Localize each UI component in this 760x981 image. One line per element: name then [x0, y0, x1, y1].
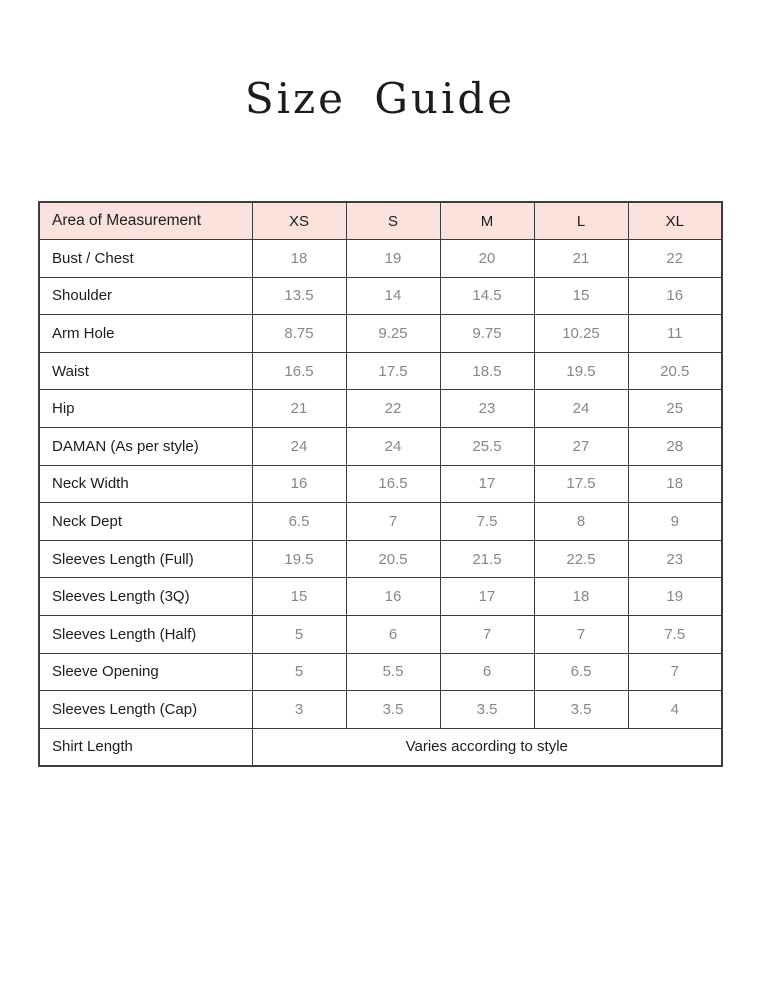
row-value: 3.5 — [346, 691, 440, 729]
table-row — [39, 465, 722, 503]
row-label: Sleeves Length (Half) — [39, 616, 252, 654]
table-row — [39, 691, 722, 729]
row-value: 19 — [346, 240, 440, 278]
column-header-xs: XS — [252, 202, 346, 240]
row-value: 11 — [628, 315, 722, 353]
table-row — [39, 578, 722, 616]
row-value: 7.5 — [628, 616, 722, 654]
row-label: Shoulder — [39, 277, 252, 315]
row-value: 7 — [440, 616, 534, 654]
row-value: 16.5 — [346, 465, 440, 503]
row-value: 28 — [628, 428, 722, 466]
row-value: 18 — [628, 465, 722, 503]
table-row — [39, 503, 722, 541]
row-value: 13.5 — [252, 277, 346, 315]
row-value: 9 — [628, 503, 722, 541]
row-value: 17.5 — [534, 465, 628, 503]
row-value: 18 — [534, 578, 628, 616]
row-value: 6 — [440, 653, 534, 691]
row-value: 24 — [252, 428, 346, 466]
row-value: 4 — [628, 691, 722, 729]
row-label: Arm Hole — [39, 315, 252, 353]
table-row — [39, 352, 722, 390]
row-value: 7.5 — [440, 503, 534, 541]
row-label: Sleeve Opening — [39, 653, 252, 691]
row-value: 15 — [252, 578, 346, 616]
row-label: Waist — [39, 352, 252, 390]
row-span-value: Varies according to style — [252, 728, 722, 766]
row-value: 18.5 — [440, 352, 534, 390]
row-value: 9.75 — [440, 315, 534, 353]
row-value: 23 — [440, 390, 534, 428]
row-value: 16 — [628, 277, 722, 315]
size-table-body — [39, 240, 722, 766]
row-value: 27 — [534, 428, 628, 466]
row-value: 25 — [628, 390, 722, 428]
row-value: 9.25 — [346, 315, 440, 353]
table-row — [39, 240, 722, 278]
table-row — [39, 428, 722, 466]
row-value: 22.5 — [534, 540, 628, 578]
row-label: Bust / Chest — [39, 240, 252, 278]
row-value: 17 — [440, 465, 534, 503]
row-value: 7 — [534, 616, 628, 654]
row-value: 23 — [628, 540, 722, 578]
row-value: 3.5 — [440, 691, 534, 729]
page-title: Size Guide — [244, 74, 516, 123]
row-value: 19.5 — [252, 540, 346, 578]
row-label: Sleeves Length (Full) — [39, 540, 252, 578]
row-value: 20.5 — [346, 540, 440, 578]
row-value: 15 — [534, 277, 628, 315]
table-row — [39, 277, 722, 315]
row-value: 20 — [440, 240, 534, 278]
row-value: 8.75 — [252, 315, 346, 353]
row-value: 16.5 — [252, 352, 346, 390]
row-value: 24 — [534, 390, 628, 428]
table-row — [39, 653, 722, 691]
table-row — [39, 728, 722, 766]
row-value: 19 — [628, 578, 722, 616]
row-value: 5.5 — [346, 653, 440, 691]
row-value: 6.5 — [534, 653, 628, 691]
row-value: 22 — [628, 240, 722, 278]
row-value: 21.5 — [440, 540, 534, 578]
column-header-area-of-measurement: Area of Measurement — [39, 202, 252, 240]
column-header-xl: XL — [628, 202, 722, 240]
row-value: 5 — [252, 616, 346, 654]
row-label: Neck Dept — [39, 503, 252, 541]
row-value: 16 — [346, 578, 440, 616]
size-guide-table-container — [38, 201, 722, 767]
row-label: Hip — [39, 390, 252, 428]
row-value: 16 — [252, 465, 346, 503]
row-value: 21 — [534, 240, 628, 278]
row-value: 17.5 — [346, 352, 440, 390]
row-value: 3 — [252, 691, 346, 729]
table-row — [39, 616, 722, 654]
row-label: Neck Width — [39, 465, 252, 503]
column-header-s: S — [346, 202, 440, 240]
row-value: 18 — [252, 240, 346, 278]
table-header-row — [39, 202, 722, 240]
row-value: 7 — [628, 653, 722, 691]
row-value: 22 — [346, 390, 440, 428]
row-value: 19.5 — [534, 352, 628, 390]
row-value: 10.25 — [534, 315, 628, 353]
row-value: 25.5 — [440, 428, 534, 466]
column-header-l: L — [534, 202, 628, 240]
row-label: DAMAN (As per style) — [39, 428, 252, 466]
row-value: 8 — [534, 503, 628, 541]
row-value: 6 — [346, 616, 440, 654]
size-guide-table — [38, 201, 723, 767]
row-value: 14 — [346, 277, 440, 315]
row-value: 3.5 — [534, 691, 628, 729]
row-label: Sleeves Length (Cap) — [39, 691, 252, 729]
row-value: 7 — [346, 503, 440, 541]
row-value: 5 — [252, 653, 346, 691]
table-row — [39, 390, 722, 428]
row-label: Sleeves Length (3Q) — [39, 578, 252, 616]
row-value: 17 — [440, 578, 534, 616]
row-label: Shirt Length — [39, 728, 252, 766]
table-row — [39, 315, 722, 353]
row-value: 14.5 — [440, 277, 534, 315]
table-row — [39, 540, 722, 578]
column-header-m: M — [440, 202, 534, 240]
row-value: 20.5 — [628, 352, 722, 390]
row-value: 21 — [252, 390, 346, 428]
row-value: 6.5 — [252, 503, 346, 541]
row-value: 24 — [346, 428, 440, 466]
